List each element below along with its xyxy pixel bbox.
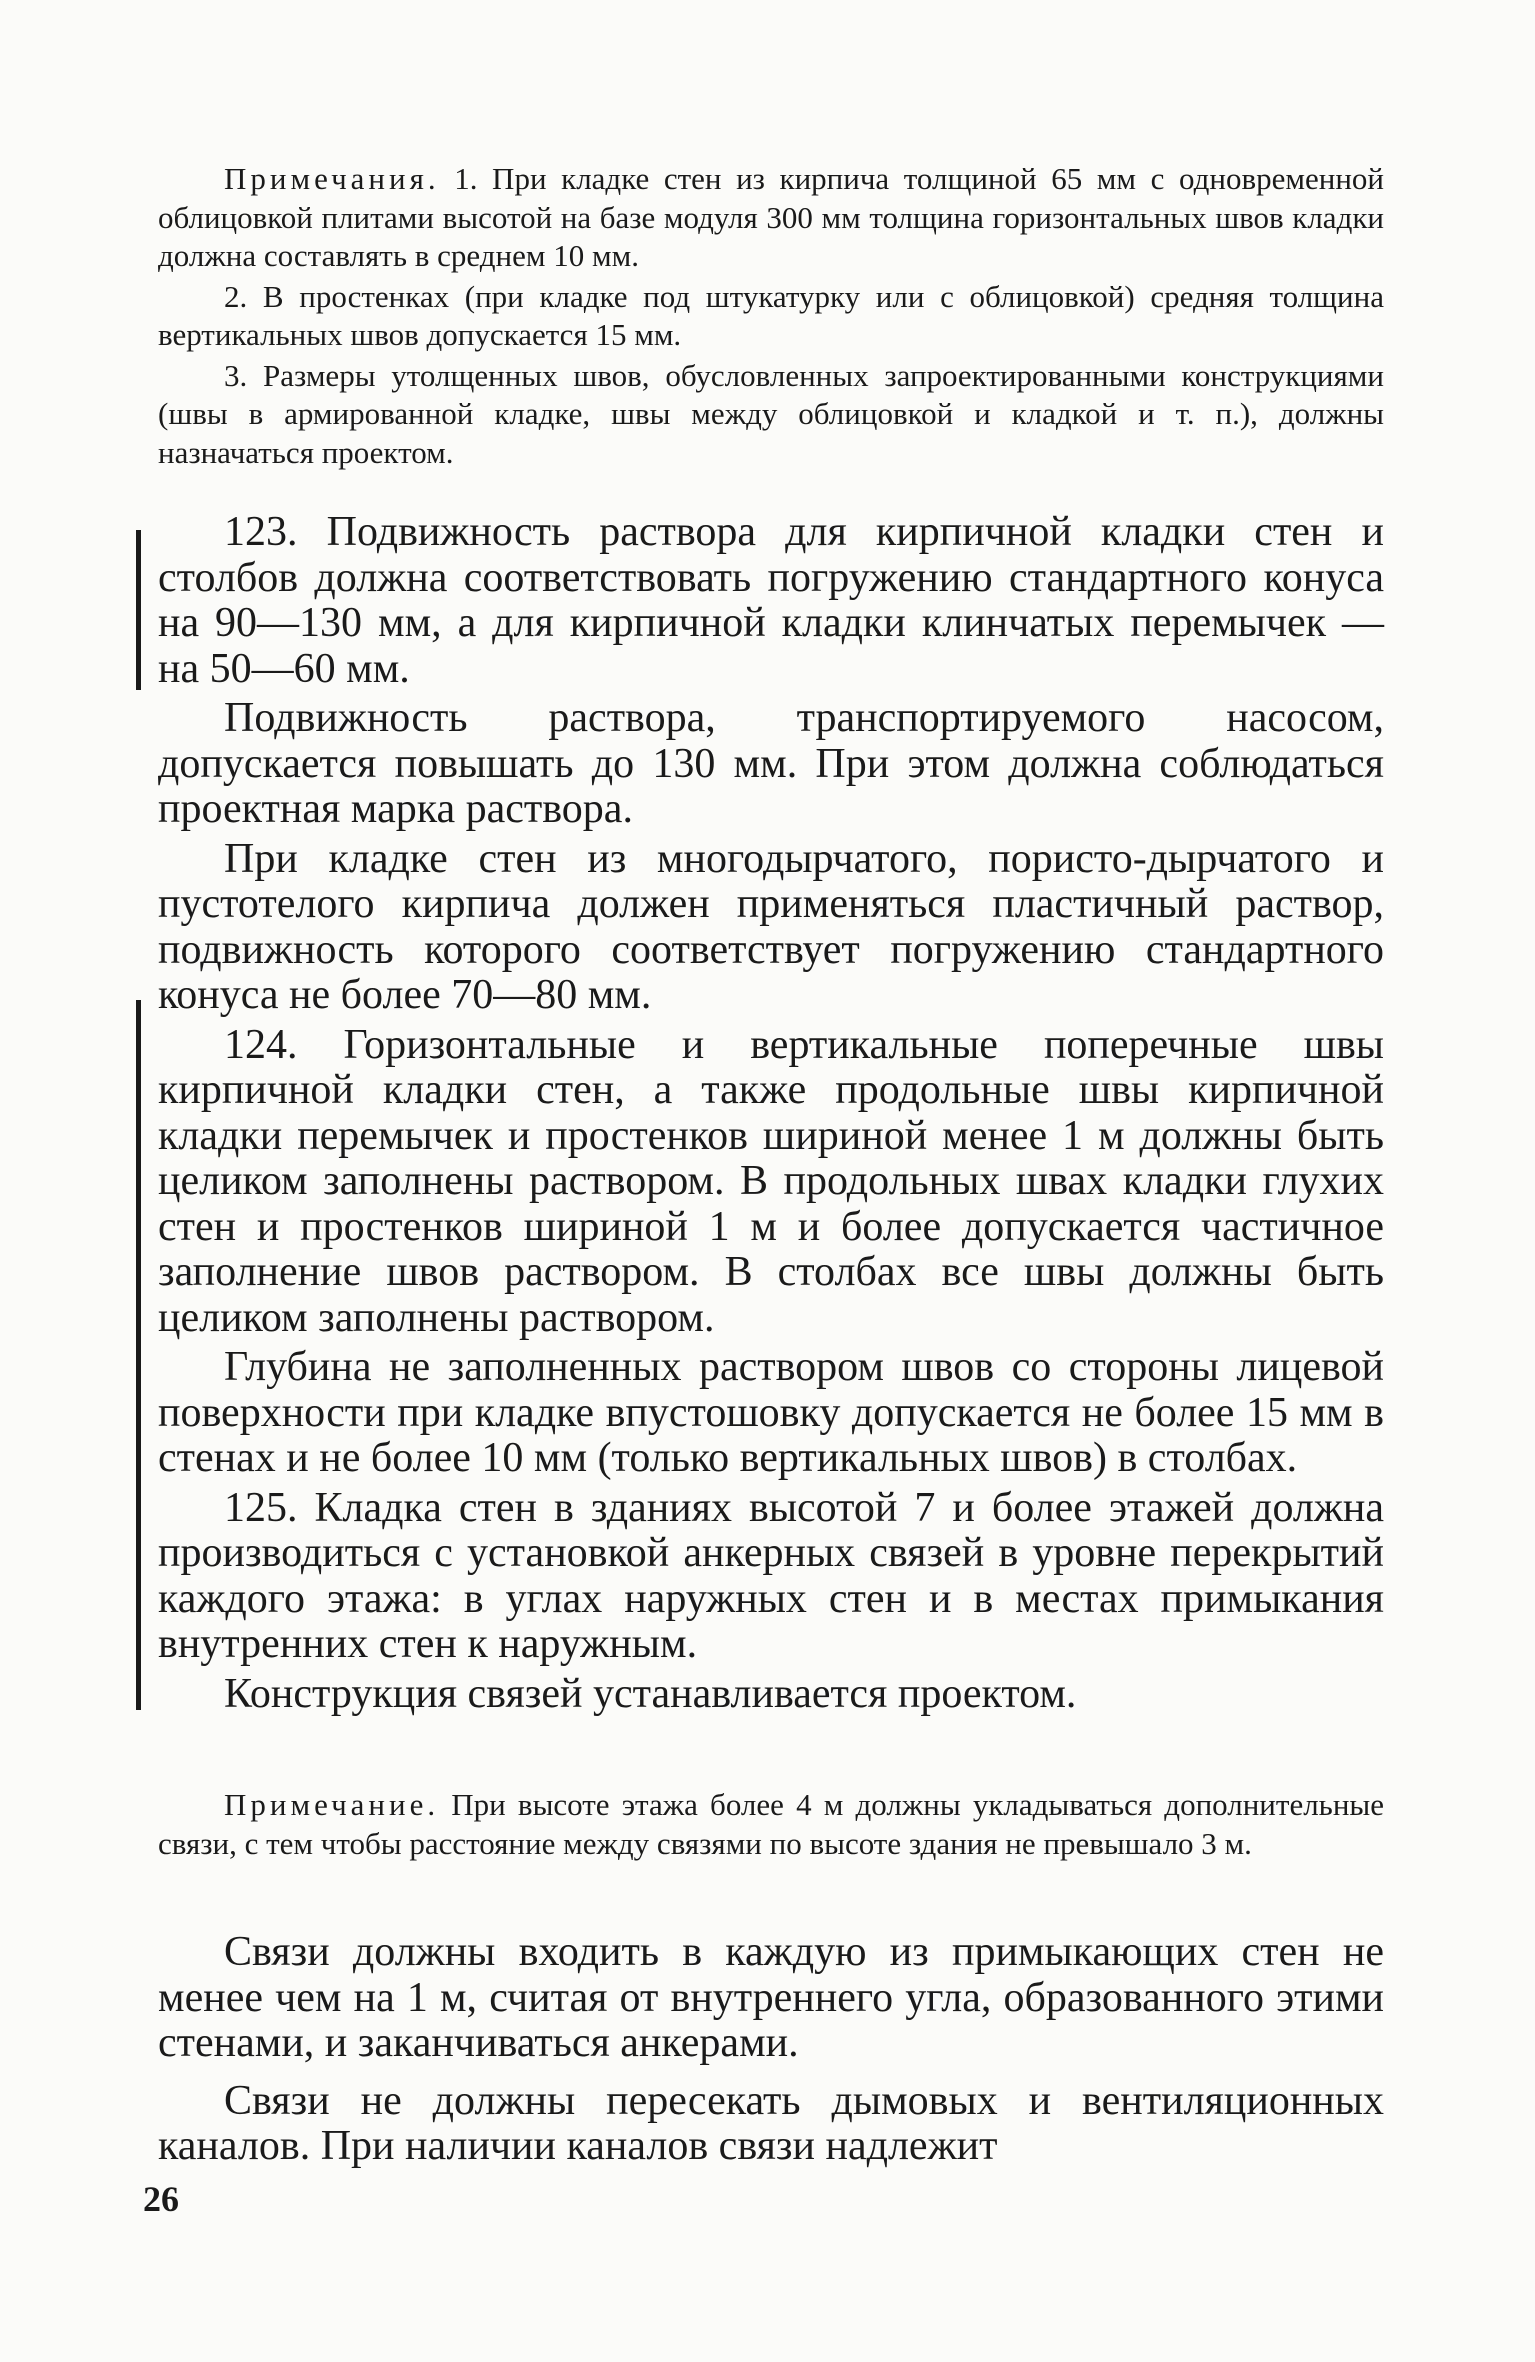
paragraph-125-construction: Конструкция связей устанавливается проектом. [224, 1670, 1077, 1717]
paragraph-123: 123. Подвижность раствора для кирпичной кладки стен и столбов должна соответствовать погружению стандартного конуса на 90—130 мм, а для кирпичной кладки клинчатых перемычек — на 50—60 мм. [158, 509, 1384, 692]
paragraph-124-depth: Глубина не заполненных раствором швов со стороны лицевой поверхности при кладке впустошовку допускается не более 15 мм в стенах и не более 10 мм (только вертикальных швов) в столбах. [158, 1344, 1384, 1481]
note-1-text: 1. При кладке стен из кирпича толщиной 65 мм с одновременной облицовкой плитами высотой на базе модуля 300 мм толщина горизонтальных швов кладки должна составлять в среднем 10 мм. [158, 161, 1384, 273]
note-2-paragraph [158, 1786, 1384, 1863]
paragraph-ties-channels: Связи не должны пересекать дымовых и вентиляционных каналов. При наличии каналов связи надлежит [158, 2077, 1384, 2169]
note-1 [158, 160, 1384, 276]
paragraph-123-hollow-brick: При кладке стен из многодырчатого, пористо-дырчатого и пустотелого кирпича должен применяться пластичный раствор, подвижность которого соответствует погружению стандартного конуса не более 70—80 мм. [158, 835, 1384, 1018]
paragraph-ties-entry: Связи должны входить в каждую из примыкающих стен не менее чем на 1 м, считая от внутреннего угла, образованного этими стенами, и заканчиваться анкерами. [158, 1929, 1384, 2066]
margin-bar-123 [136, 530, 141, 690]
notes-label: Примечания. [224, 161, 440, 196]
note2-text: При высоте этажа более 4 м должны укладываться дополнительные связи, с тем чтобы расстояние между связями по высоте здания не превышало 3 м. [158, 1787, 1384, 1861]
paragraph-125: 125. Кладка стен в зданиях высотой 7 и более этажей должна производиться с установкой анкерных связей в уровне перекрытий каждого этажа: в углах наружных стен и в местах примыкания внутренних стен к наружным. [158, 1484, 1384, 1667]
note2-label: Примечание. [224, 1787, 440, 1822]
margin-bar-124-125 [136, 1000, 141, 1710]
main-text-block-2 [158, 1930, 1384, 2170]
paragraph-123-mobility-pump: Подвижность раствора, транспортируемого насосом, допускается повышать до 130 мм. При этом должна соблюдаться проектная марка раствора. [158, 695, 1384, 832]
note-block-2 [158, 1786, 1384, 1863]
note-3: 3. Размеры утолщенных швов, обусловленных запроектированными конструкциями (швы в армированной кладке, швы между облицовкой и кладкой и т. п.), должны назначаться проектом. [158, 357, 1384, 470]
main-text-block [158, 510, 1384, 1717]
page-number: 26 [143, 2179, 179, 2219]
note-2: 2. В простенках (при кладке под штукатурку или с облицовкой) средняя толщина вертикальных швов допускается 15 мм. [158, 278, 1384, 352]
paragraph-124: 124. Горизонтальные и вертикальные поперечные швы кирпичной кладки стен, а также продольные швы кирпичной кладки перемычек и простенков шириной менее 1 м должны быть целиком заполнены раствором. В продольных швах кладки глухих стен и простенков шириной 1 м и более допускается частичное заполнение швов раствором. В столбах все швы должны быть целиком заполнены раствором. [158, 1021, 1384, 1341]
notes-block [158, 160, 1384, 472]
